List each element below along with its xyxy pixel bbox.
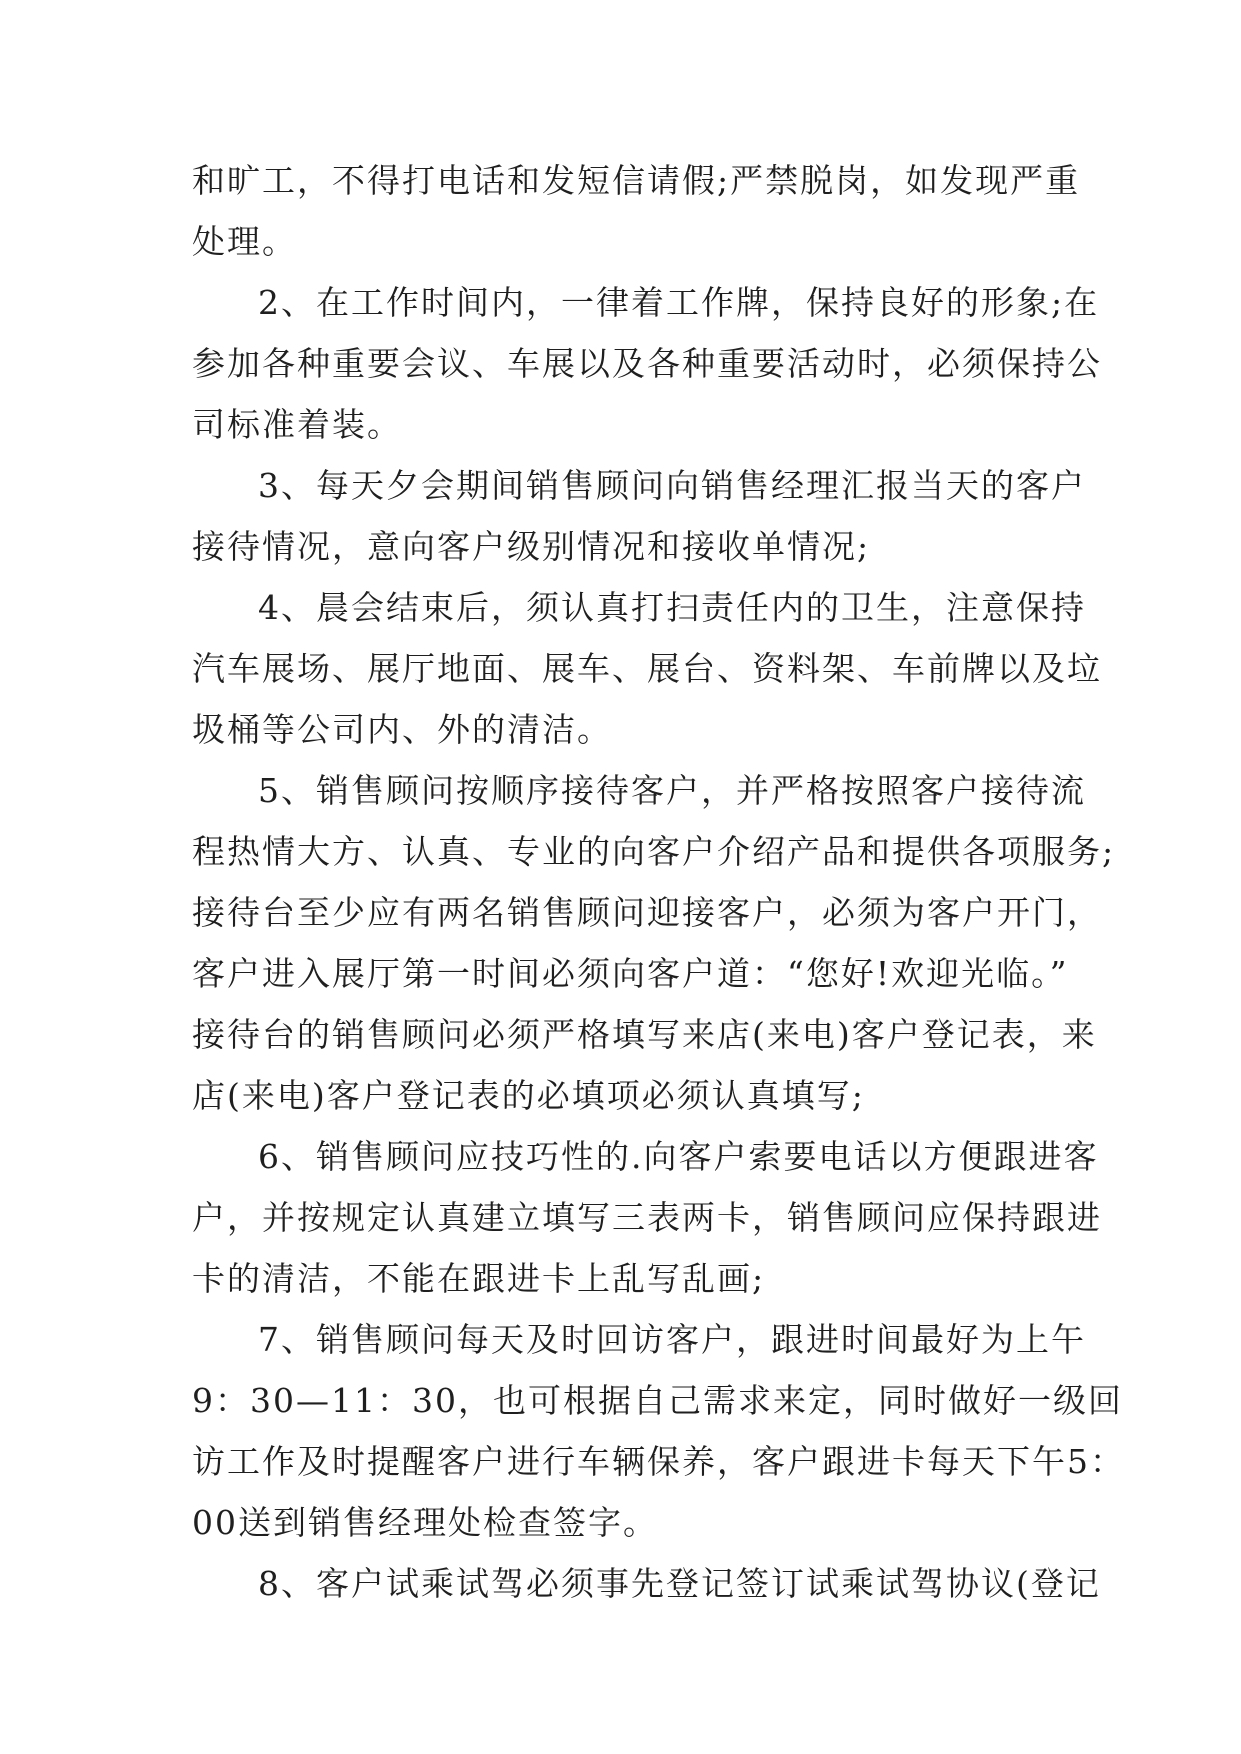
text-line: 户，并按规定认真建立填写三表两卡，销售顾问应保持跟进 <box>192 1198 1102 1237</box>
paragraph-start-line: 8、客户试乘试驾必须事先登记签订试乘试驾协议(登记 <box>258 1564 1101 1603</box>
paragraph-start-line: 6、销售顾问应技巧性的.向客户索要电话以方便跟进客 <box>258 1137 1099 1176</box>
text-line: 店(来电)客户登记表的必填项必须认真填写; <box>192 1076 865 1115</box>
text-line: 接待台的销售顾问必须严格填写来店(来电)客户登记表，来 <box>192 1015 1097 1054</box>
text-line: 汽车展场、展厅地面、展车、展台、资料架、车前牌以及垃 <box>192 649 1102 688</box>
paragraph-start-line: 4、晨会结束后，须认真打扫责任内的卫生，注意保持 <box>258 588 1086 627</box>
text-line: 程热情大方、认真、专业的向客户介绍产品和提供各项服务; <box>192 832 1116 871</box>
text-line: 处理。 <box>192 222 297 261</box>
text-line: 接待情况，意向客户级别情况和接收单情况; <box>192 527 871 566</box>
text-line: 卡的清洁，不能在跟进卡上乱写乱画; <box>192 1259 766 1298</box>
paragraph-start-line: 7、销售顾问每天及时回访客户，跟进时间最好为上午 <box>258 1320 1086 1359</box>
document-body <box>192 150 1125 1614</box>
text-line: 和旷工，不得打电话和发短信请假;严禁脱岗，如发现严重 <box>192 161 1081 200</box>
text-line: 访工作及时提醒客户进行车辆保养，客户跟进卡每天下午5： <box>192 1442 1125 1481</box>
text-line: 9：30—11：30，也可根据自己需求来定，同时做好一级回 <box>192 1381 1123 1420</box>
paragraph-start-line: 3、每天夕会期间销售顾问向销售经理汇报当天的客户 <box>258 466 1086 505</box>
text-line: 接待台至少应有两名销售顾问迎接客户，必须为客户开门， <box>192 893 1102 932</box>
text-line: 圾桶等公司内、外的清洁。 <box>192 710 612 749</box>
paragraph-start-line: 5、销售顾问按顺序接待客户，并严格按照客户接待流 <box>258 771 1086 810</box>
paragraph-start-line: 2、在工作时间内，一律着工作牌，保持良好的形象;在 <box>258 283 1100 322</box>
text-line: 00送到销售经理处检查签字。 <box>192 1503 658 1542</box>
text-line: 司标准着装。 <box>192 405 402 444</box>
text-line: 客户进入展厅第一时间必须向客户道：“您好!欢迎光临。” <box>192 954 1069 993</box>
text-line: 参加各种重要会议、车展以及各种重要活动时，必须保持公 <box>192 344 1102 383</box>
